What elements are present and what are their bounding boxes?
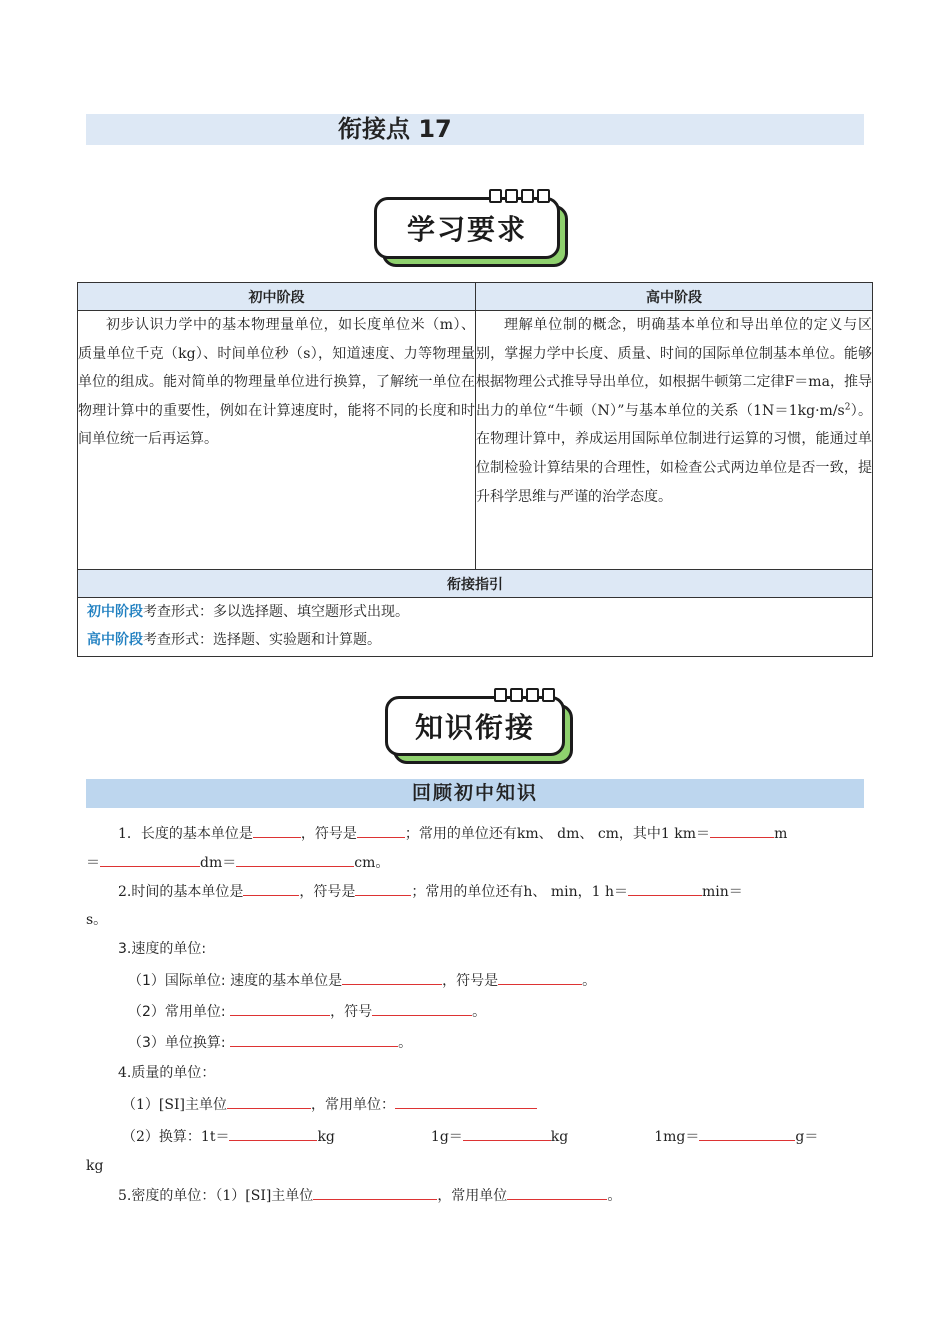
answer-blank[interactable] bbox=[230, 1001, 330, 1016]
badge-label: 学习要求 bbox=[374, 197, 560, 259]
title-bar bbox=[86, 114, 864, 145]
section-title: 回顾初中知识 bbox=[86, 779, 864, 808]
badge-label: 知识衔接 bbox=[385, 696, 565, 756]
answer-blank[interactable] bbox=[313, 1185, 437, 1200]
exercise-line-12: kg bbox=[86, 1158, 104, 1174]
answer-blank[interactable] bbox=[372, 1001, 472, 1016]
answer-blank[interactable] bbox=[355, 881, 411, 896]
exercise-line-8: （3）单位换算: 。 bbox=[86, 1032, 906, 1053]
answer-blank[interactable] bbox=[342, 970, 442, 985]
guide-row-senior: 高中阶段考查形式：选择题、实验题和计算题。 bbox=[87, 632, 381, 648]
answer-blank[interactable] bbox=[230, 1032, 398, 1047]
guide-row-junior: 初中阶段考查形式：多以选择题、填空题形式出现。 bbox=[87, 604, 409, 620]
answer-blank[interactable] bbox=[699, 1126, 795, 1141]
header-junior: 初中阶段 bbox=[78, 283, 476, 311]
requirements-table bbox=[77, 282, 873, 657]
notebook-rings-icon bbox=[494, 688, 555, 702]
junior-requirements: 初步认识力学中的基本物理量单位，如长度单位米（m）、质量单位千克（kg）、时间单位秒（s），知道速度、力等物理量单位的组成。能对简单的物理量单位进行换算，了解统一单位在物理计算中的重要性，例如在计算速度时，能将不同的长度和时间单位统一后再运算。 bbox=[78, 311, 476, 570]
answer-blank[interactable] bbox=[357, 823, 405, 838]
exercise-line-1: 1．长度的基本单位是 ，符号是 ；常用的单位还有km、 dm、 cm，其中1 km＝ m bbox=[86, 823, 896, 844]
exercise-line-10: （1）[SI]主单位 ，常用单位： bbox=[86, 1094, 900, 1115]
exercise-line-3: 2.时间的基本单位是 ，符号是 ；常用的单位还有h、 min，1 h＝ min＝ bbox=[86, 881, 896, 902]
page-title: 衔接点 17 bbox=[338, 115, 452, 143]
exercise-line-4: s。 bbox=[86, 912, 108, 928]
answer-blank[interactable] bbox=[507, 1185, 607, 1200]
guide-content bbox=[78, 598, 873, 657]
answer-blank[interactable] bbox=[253, 823, 301, 838]
senior-requirements: 理解单位制的概念，明确基本单位和导出单位的定义与区别，掌握力学中长度、质量、时间的国际单位制基本单位。能够根据物理公式推导导出单位，如根据牛顿第二定律F＝ma，推导出力的单位“牛顿（N）”与基本单位的关系$(1N=1kg\cdot m/s^2)$。在物理计算中，养成运用国际单位制进行运算的习惯，能通过单位制检验计算结果的合理性，如检查公式两边单位是否一致，提升科学思维与严谨的治学态度。 bbox=[476, 311, 873, 570]
answer-blank[interactable] bbox=[229, 1126, 317, 1141]
exercise-line-2: ＝ dm＝ cm。 bbox=[86, 852, 864, 873]
exercise-line-11: （2）换算：1t＝ kg 1g＝ kg 1mg＝ g＝ bbox=[86, 1126, 900, 1147]
answer-blank[interactable] bbox=[100, 852, 200, 867]
exercise-line-7: （2）常用单位: ，符号 。 bbox=[86, 1001, 906, 1022]
exercise-line-9: 4.质量的单位： bbox=[118, 1065, 216, 1081]
answer-blank[interactable] bbox=[236, 852, 354, 867]
exercise-line-13: 5.密度的单位：（1）[SI]主单位 ，常用单位 。 bbox=[86, 1185, 896, 1206]
exercise-line-5: 3.速度的单位: bbox=[118, 941, 207, 957]
answer-blank[interactable] bbox=[395, 1094, 537, 1109]
answer-blank[interactable] bbox=[227, 1094, 311, 1109]
header-senior: 高中阶段 bbox=[476, 283, 873, 311]
knowledge-bridge-badge bbox=[385, 696, 565, 756]
guide-header: 衔接指引 bbox=[78, 570, 873, 598]
answer-blank[interactable] bbox=[243, 881, 299, 896]
answer-blank[interactable] bbox=[628, 881, 702, 896]
answer-blank[interactable] bbox=[710, 823, 774, 838]
exercise-line-6: （1）国际单位: 速度的基本单位是 ，符号是 。 bbox=[86, 970, 906, 991]
notebook-rings-icon bbox=[489, 189, 550, 203]
answer-blank[interactable] bbox=[463, 1126, 551, 1141]
answer-blank[interactable] bbox=[498, 970, 582, 985]
learning-requirements-badge bbox=[374, 197, 560, 259]
